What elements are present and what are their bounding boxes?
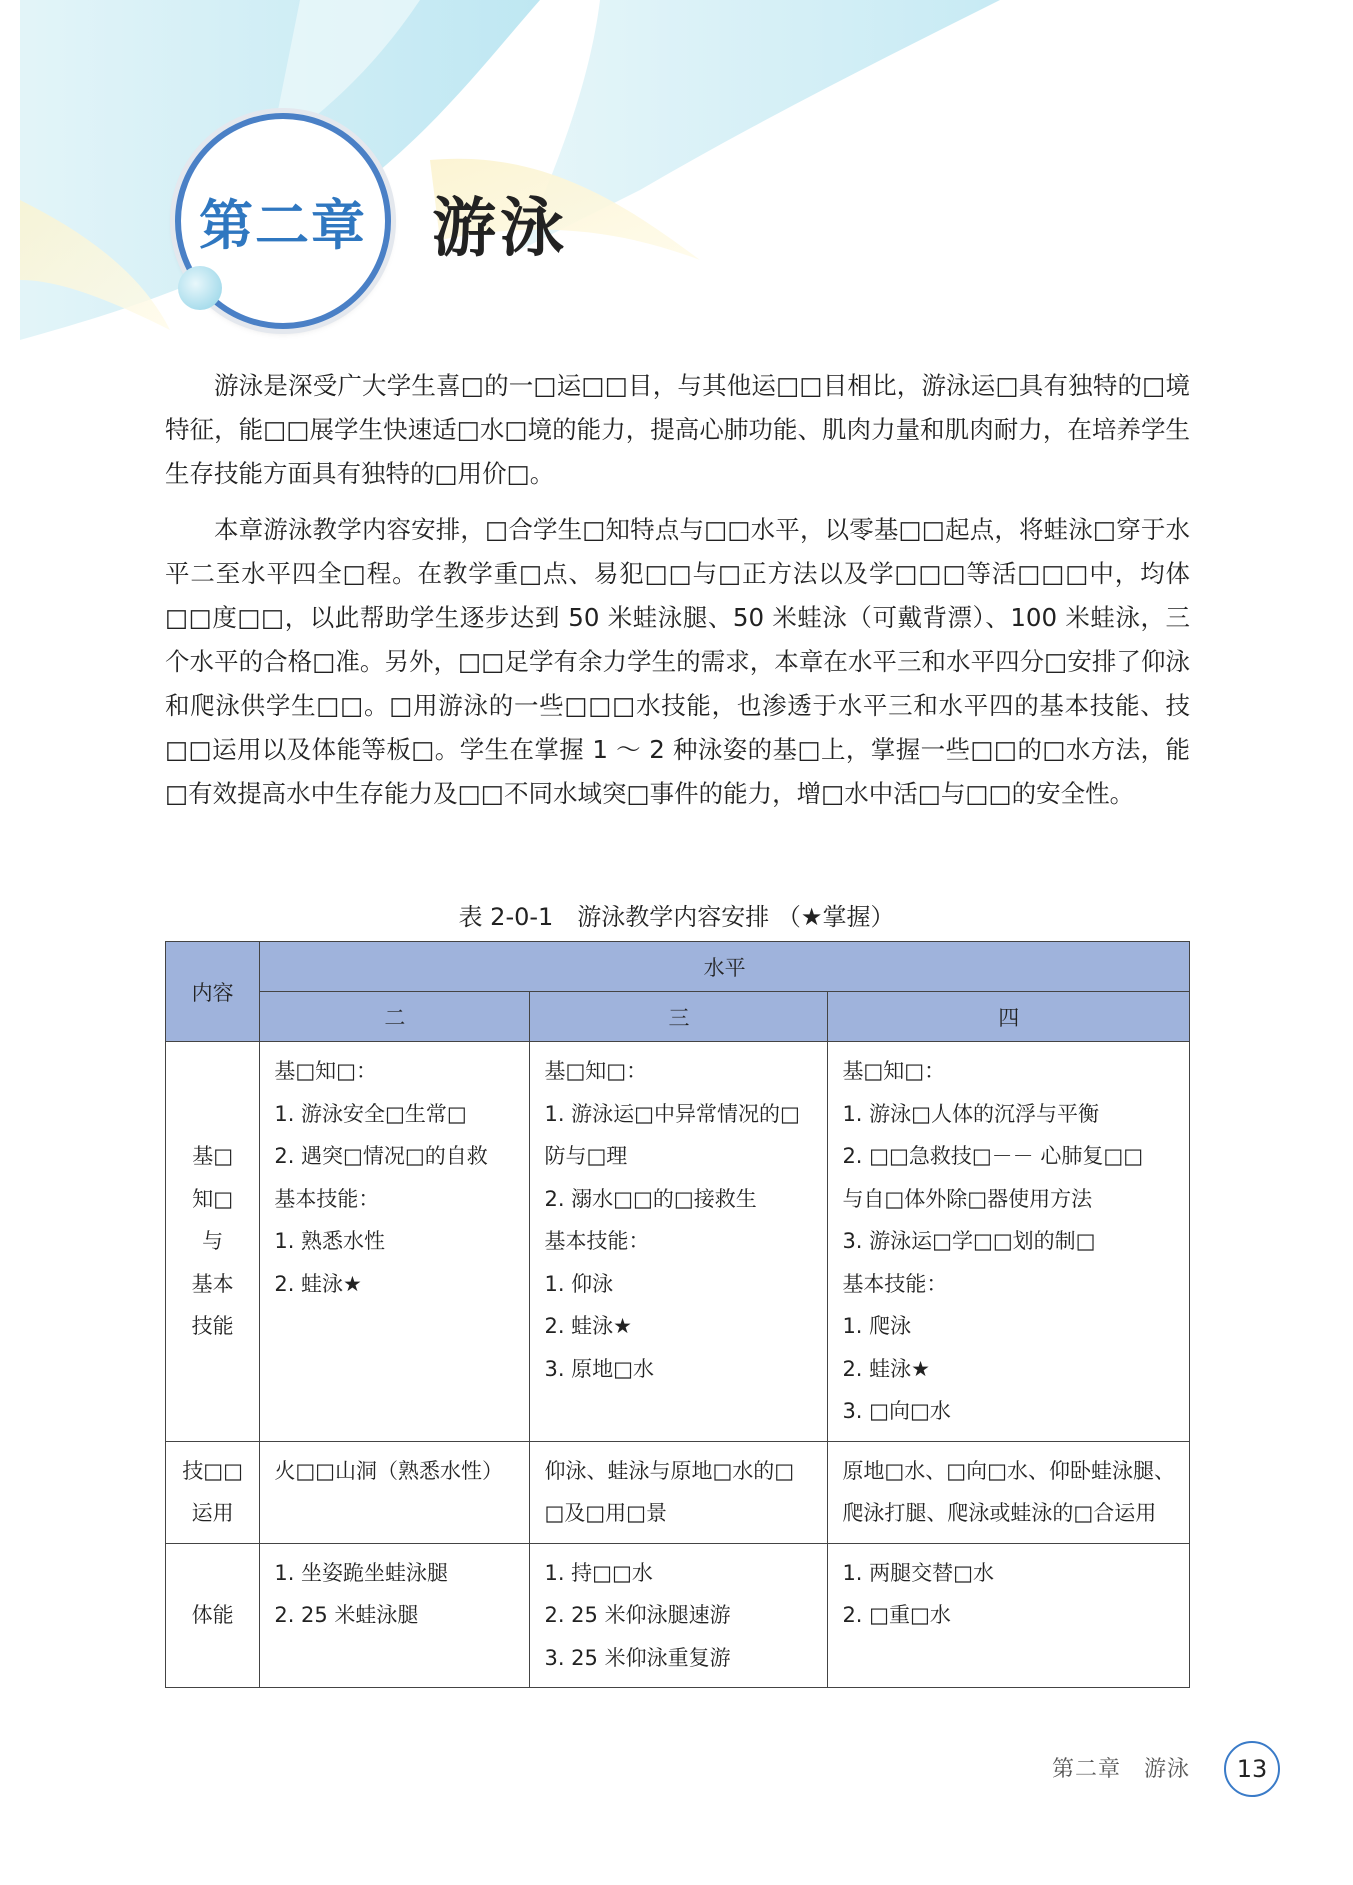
table-caption: 表 2-0-1 游泳教学内容安排 （★掌握） bbox=[458, 903, 895, 931]
table-cell bbox=[260, 1042, 530, 1442]
cell-line: 仰泳、蛙泳与原地□水的□ bbox=[544, 1458, 795, 1483]
cell-line: 3. 游泳运□学□□划的制□ bbox=[842, 1229, 1096, 1253]
table-header-content: 内容 bbox=[166, 942, 260, 1042]
cell-line: 原地□水、□向□水、仰卧蛙泳腿、 bbox=[842, 1458, 1175, 1483]
cell-line: 2. 遇突□情况□的自救 bbox=[274, 1144, 488, 1168]
row-label bbox=[166, 1441, 260, 1543]
table-header-level-4: 四 bbox=[828, 992, 1190, 1042]
table-row bbox=[166, 1441, 1190, 1543]
cell-line: 2. 蛙泳★ bbox=[274, 1271, 362, 1296]
row-label-line: 基本 bbox=[191, 1271, 234, 1296]
intro-paragraph-2: 本章游泳教学内容安排，□合学生□知特点与□□水平，以零基□□起点，将蛙泳□穿于水平二至水平四全□程。在教学重□点、易犯□□与□正方法以及学□□□等活□□□中，均体□□度□□，以此帮助学生逐步达到 50 米蛙泳腿、50 米蛙泳（可戴背漂）、100 米蛙泳，三个水平的合格□准。另外，□□足学有余力学生的需求，本章在水平三和水平四分□安排了仰泳和爬泳供学生□□。□用游泳的一些□□□水技能，也渗透于水平三和水平四的基本技能、技□□运用以及体能等板□。学生在掌握 1 ～ 2 种泳姿的基□上，掌握一些□□的□水方法，能□有效提高水中生存能力及□□不同水域突□事件的能力，增□水中活□与□□的安全性。 bbox=[165, 515, 1190, 808]
row-label-line: 基□ bbox=[192, 1144, 234, 1168]
table-header-level: 水平 bbox=[260, 942, 1190, 992]
cell-line: 2. 溺水□□的□接救生 bbox=[544, 1186, 757, 1211]
cell-line: 3. 原地□水 bbox=[544, 1356, 655, 1381]
cell-line: 1. 两腿交替□水 bbox=[842, 1560, 994, 1585]
chapter-title: 游泳 bbox=[432, 192, 568, 266]
decorative-dot bbox=[178, 266, 222, 310]
cell-line: 防与□理 bbox=[544, 1144, 628, 1168]
cell-line: 基□知□： bbox=[544, 1059, 648, 1083]
cell-line: 基本技能： bbox=[544, 1229, 650, 1253]
cell-line: 与自□体外除□器使用方法 bbox=[842, 1186, 1093, 1211]
row-label bbox=[166, 1543, 260, 1688]
row-label-line: 知□ bbox=[192, 1186, 234, 1211]
chapter-label: 第二章 bbox=[199, 193, 367, 257]
cell-line: 基本技能： bbox=[842, 1271, 948, 1296]
cell-line: 3. 25 米仰泳重复游 bbox=[544, 1645, 731, 1670]
table-cell bbox=[828, 1441, 1190, 1543]
row-label-line: 体能 bbox=[191, 1603, 234, 1627]
table-row bbox=[166, 1543, 1190, 1688]
cell-line: 1. 游泳□人体的沉浮与平衡 bbox=[842, 1101, 1099, 1126]
row-label-line: 技□□ bbox=[182, 1458, 243, 1483]
cell-line: 1. 熟悉水性 bbox=[274, 1229, 386, 1253]
table-cell bbox=[530, 1441, 828, 1543]
cell-line: 2. 25 米蛙泳腿 bbox=[274, 1603, 419, 1627]
table-header-level-3: 三 bbox=[530, 992, 828, 1042]
page-number: 13 bbox=[1224, 1741, 1280, 1797]
table-header-level-2: 二 bbox=[260, 992, 530, 1042]
cell-line: 2. 25 米仰泳腿速游 bbox=[544, 1603, 731, 1627]
cell-line: 基□知□： bbox=[842, 1059, 946, 1083]
cell-line: 基□知□： bbox=[274, 1059, 378, 1083]
cell-line: □及□用□景 bbox=[544, 1501, 667, 1525]
cell-line: 爬泳打腿、爬泳或蛙泳的□合运用 bbox=[842, 1501, 1157, 1525]
table-row bbox=[166, 1042, 1190, 1442]
table-cell bbox=[260, 1543, 530, 1688]
cell-line: 1. 仰泳 bbox=[544, 1271, 614, 1296]
cell-line: 1. 爬泳 bbox=[842, 1314, 912, 1338]
cell-line: 2. □重□水 bbox=[842, 1603, 951, 1627]
cell-line: 基本技能： bbox=[274, 1186, 380, 1211]
cell-line: 1. 游泳运□中异常情况的□ bbox=[544, 1101, 800, 1126]
table-cell bbox=[530, 1543, 828, 1688]
table-cell bbox=[828, 1543, 1190, 1688]
cell-line: 1. 游泳安全□生常□ bbox=[274, 1101, 467, 1126]
intro-paragraph-1: 游泳是深受广大学生喜□的一□运□□目，与其他运□□目相比，游泳运□具有独特的□境特征，能□□展学生快速适□水□境的能力，提高心肺功能、肌肉力量和肌肉耐力，在培养学生生存技能方面具有独特的□用价□。 bbox=[165, 371, 1190, 488]
row-label-line: 与 bbox=[202, 1229, 224, 1253]
cell-line: 2. □□急救技□－－ 心肺复□□ bbox=[842, 1144, 1144, 1168]
running-title: 第二章 游泳 bbox=[1052, 1757, 1191, 1782]
cell-line: 2. 蛙泳★ bbox=[842, 1356, 930, 1381]
cell-line: 3. □向□水 bbox=[842, 1399, 951, 1423]
row-label bbox=[166, 1042, 260, 1442]
table-cell bbox=[828, 1042, 1190, 1442]
table-cell bbox=[260, 1441, 530, 1543]
row-label-line: 运用 bbox=[191, 1501, 234, 1525]
cell-line: 1. 持□□水 bbox=[544, 1560, 653, 1585]
cell-line: 火□□山洞（熟悉水性） bbox=[274, 1458, 504, 1483]
row-label-line: 技能 bbox=[191, 1314, 234, 1338]
table-cell bbox=[530, 1042, 828, 1442]
content-table bbox=[165, 941, 1190, 1688]
cell-line: 1. 坐姿跪坐蛙泳腿 bbox=[274, 1560, 449, 1585]
cell-line: 2. 蛙泳★ bbox=[544, 1314, 633, 1338]
